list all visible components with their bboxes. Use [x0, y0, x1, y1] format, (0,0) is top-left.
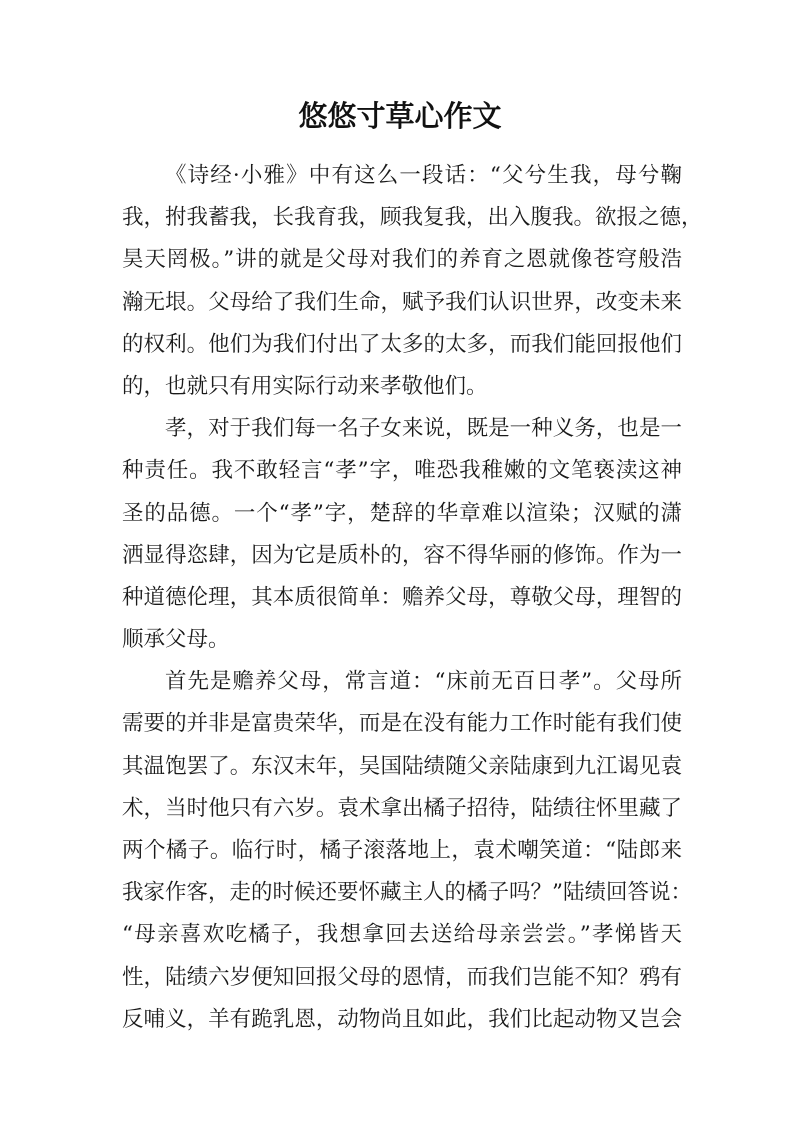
text-line: 洒显得恣肆，因为它是质朴的，容不得华丽的修饰。作为一 — [122, 542, 682, 568]
text-line: 术，当时他只有六岁。袁术拿出橘子招待，陆绩往怀里藏了 — [122, 795, 682, 821]
text-line: 《诗经·小雅》中有这么一段话：“父兮生我，母兮鞠 — [165, 163, 682, 188]
text-line: 需要的并非是富贵荣华，而是在没有能力工作时能有我们使 — [122, 711, 682, 737]
text-line: 种责任。我不敢轻言“孝”字，唯恐我稚嫩的文笔亵渎这神 — [122, 458, 682, 484]
text-line: 两个橘子。临行时，橘子滚落地上，袁术嘲笑道：“陆郎来 — [122, 838, 682, 863]
text-line: 首先是赡养父母，常言道：“床前无百日孝”。父母所 — [165, 669, 682, 695]
text-line: 瀚无垠。父母给了我们生命，赋予我们认识世界，改变未来 — [122, 289, 682, 315]
document-body — [122, 155, 703, 1041]
text-line: “母亲喜欢吃橘子，我想拿回去送给母亲尝尝。”孝悌皆天 — [122, 922, 682, 948]
text-line: 昊天罔极。”讲的就是父母对我们的养育之恩就像苍穹般浩 — [122, 247, 682, 273]
paragraph-2 — [122, 408, 682, 661]
paragraph-3 — [122, 661, 692, 1041]
text-line: 其温饱罢了。东汉末年，吴国陆绩随父亲陆康到九江谒见袁 — [122, 753, 682, 779]
text-line: 的权利。他们为我们付出了太多的太多，而我们能回报他们 — [122, 331, 682, 357]
text-line: 我，拊我蓄我，长我育我，顾我复我，出入腹我。欲报之德， — [122, 205, 703, 231]
paragraph-1 — [122, 155, 703, 408]
text-line: 圣的品德。一个“孝”字，楚辞的华章难以渲染；汉赋的潇 — [122, 500, 682, 526]
document-title: 悠悠寸草心作文 — [298, 99, 502, 133]
text-line: 我家作客，走的时候还要怀藏主人的橘子吗？”陆绩回答说： — [122, 880, 692, 906]
text-line: 反哺义，羊有跪乳恩，动物尚且如此，我们比起动物又岂会 — [122, 1006, 682, 1032]
text-line: 孝，对于我们每一名子女来说，既是一种义务，也是一 — [165, 416, 682, 442]
text-line: 性，陆绩六岁便知回报父母的恩情，而我们岂能不知？鸦有 — [122, 964, 682, 990]
text-line: 的，也就只有用实际行动来孝敬他们。 — [122, 373, 488, 399]
text-line: 种道德伦理，其本质很简单：赡养父母，尊敬父母，理智的 — [122, 584, 682, 610]
text-line: 顺承父母。 — [122, 627, 230, 653]
